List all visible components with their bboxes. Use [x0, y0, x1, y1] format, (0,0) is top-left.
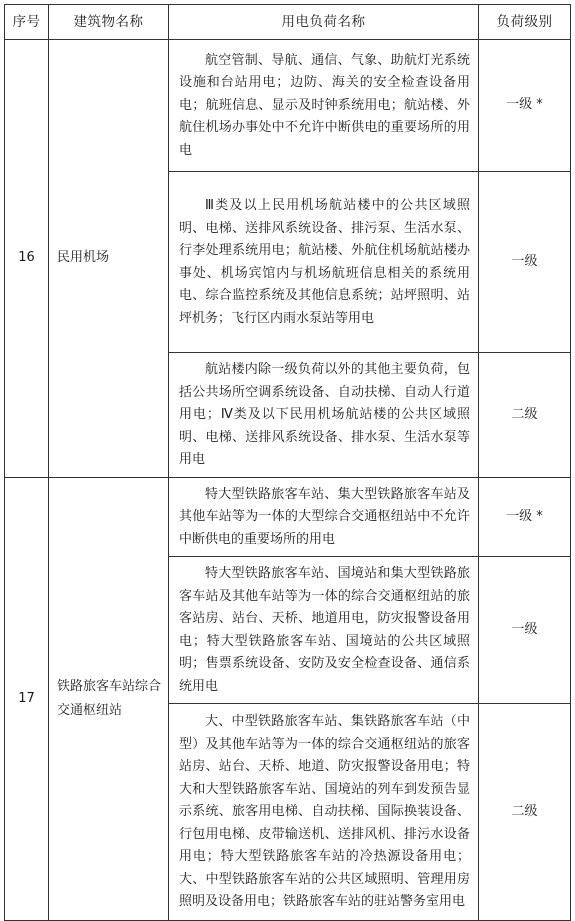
load-description: 特大型铁路旅客车站、集大型铁路旅客车站及其他车站等为一体的大型综合交通枢纽站中不允许中断供电的重要场所的用电	[169, 477, 479, 557]
load-description: 航空管制、导航、通信、气象、助航灯光系统设施和台站用电；边防、海关的安全检查设备用电；航班信息、显示及时钟系统用电；航站楼、外航住机场办事处中不允许中断供电的重要场所的用电	[169, 40, 479, 172]
load-level: 一级 *	[479, 477, 571, 557]
table-header-row	[5, 5, 571, 40]
header-building: 建筑物名称	[49, 5, 169, 40]
row-number: 16	[5, 40, 49, 478]
load-level: 一级	[479, 172, 571, 353]
load-description: 大、中型铁路旅客车站、集铁路旅客车站（中型）及其他车站等为一体的综合交通枢纽站的旅客站房、站台、天桥、地道、防灾报警设备用电；特大和大型铁路旅客车站、国境站的列车到发预告显示系统、旅客用电梯、自动扶梯、国际换装设备、行包用电梯、皮带输送机、送排风机、排污水设备用电；特大型铁路旅客车站的冷热源设备用电；大、中型铁路旅客车站的公共区域照明、管理用房照明及设备用电；铁路旅客车站的驻站警务室用电	[169, 704, 479, 921]
header-load: 用电负荷名称	[169, 5, 479, 40]
load-level: 二级	[479, 353, 571, 478]
load-description: 航站楼内除一级负荷以外的其他主要负荷，包括公共场所空调系统设备、自动扶梯、自动人行道用电；Ⅳ类及以下民用机场航站楼的公共区域照明、电梯、送排风系统设备、排水泵、生活水泵等用电	[169, 353, 479, 478]
table-row	[5, 40, 571, 172]
load-description: 特大型铁路旅客车站、国境站和集大型铁路旅客车站及其他车站等为一体的综合交通枢纽站的旅客站房、站台、天桥、地道用电，防灾报警设备用电；特大型铁路旅客车站、国境站的公共区域照明；售票系统设备、安防及安全检查设备、通信系统用电	[169, 557, 479, 704]
load-level: 二级	[479, 704, 571, 921]
building-name: 民用机场	[49, 40, 169, 478]
row-number: 17	[5, 477, 49, 921]
load-level: 一级	[479, 557, 571, 704]
header-level: 负荷级别	[479, 5, 571, 40]
building-name: 铁路旅客车站综合交通枢纽站	[49, 477, 169, 921]
load-level-table	[4, 4, 571, 921]
header-no: 序号	[5, 5, 49, 40]
table-row	[5, 477, 571, 557]
load-description: Ⅲ类及以上民用机场航站楼中的公共区域照明、电梯、送排风系统设备、排污泵、生活水泵、行李处理系统用电；航站楼、外航住机场航站楼办事处、机场宾馆内与机场航班信息相关的系统用电、综合监控系统及其他信息系统；站坪照明、站坪机务；飞行区内雨水泵站等用电	[169, 172, 479, 353]
load-level: 一级 *	[479, 40, 571, 172]
